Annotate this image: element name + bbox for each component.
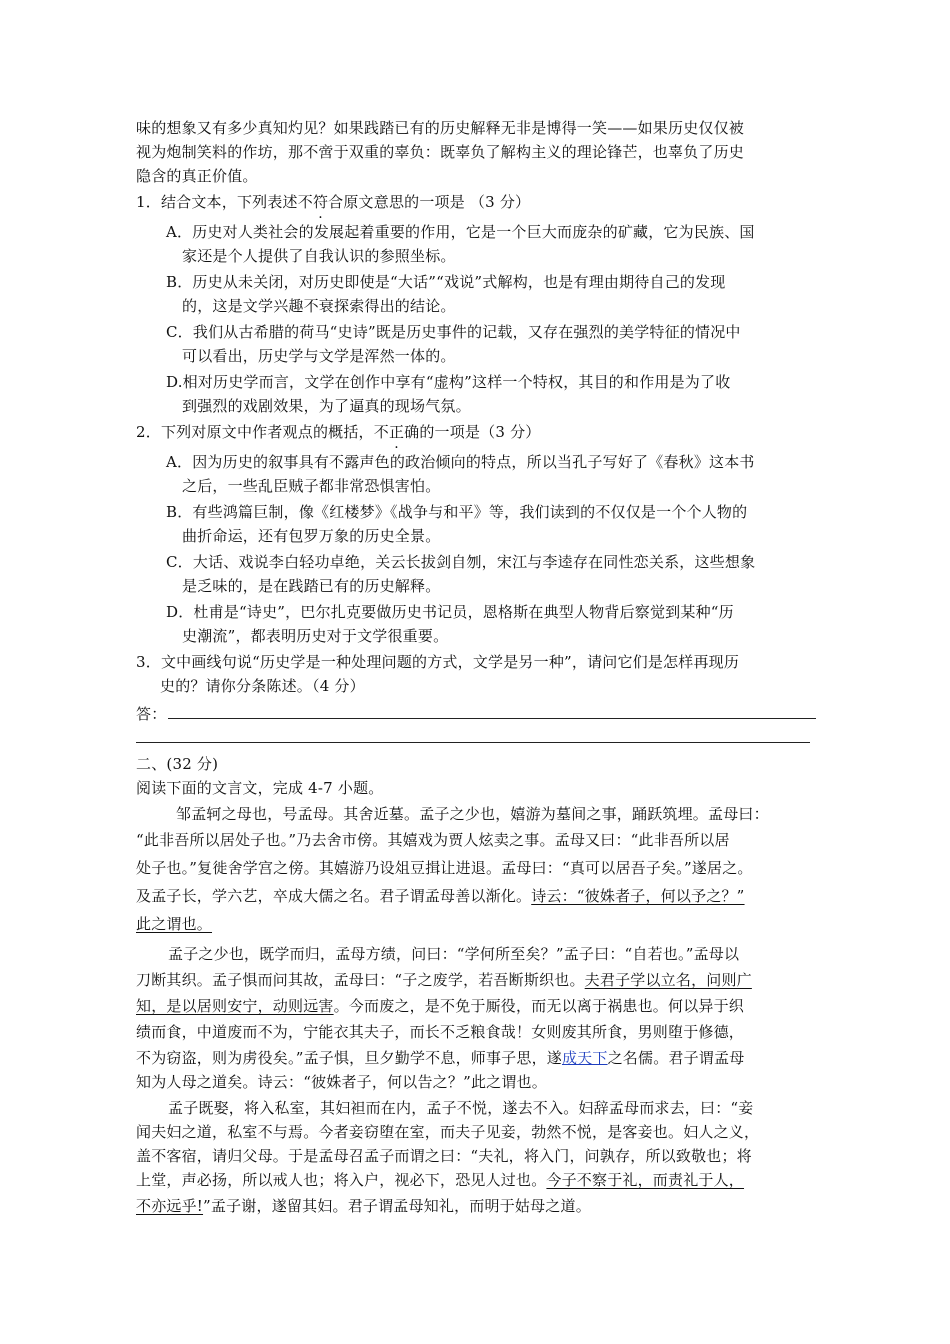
classical-text-line: 处子也。”复徙舍学宫之傍。其嬉游乃设俎豆揖让进退。孟母曰：“真可以居吾子矣。”遂居之。 — [136, 859, 753, 877]
emphasis-text: 不正确 — [373, 423, 420, 441]
question-3-stem: 3．文中画线句说“历史学是一种处理问题的方式，文学是另一种”，请问它们是怎样再现历 — [136, 653, 740, 671]
classical-text-line: 不为窃盗，则为虏役矣。”孟子惧，旦夕勤学不息，师事子思，遂成天下之名儒。君子谓孟母 — [136, 1049, 745, 1067]
answer-line[interactable] — [136, 742, 810, 743]
underlined-sentence: 此之谓也。 — [136, 915, 213, 933]
q2-option-c: C．大话、戏说李白轻功卓绝，关云长拔剑自刎，宋江与李逵存在同性恋关系，这些想象 — [166, 553, 756, 571]
classical-text-line: 知，是以居则安宁，动则远害。今而废之，是不免于厮役，而无以离于祸患也。何以异于织 — [136, 997, 745, 1015]
answer-label: 答： — [136, 705, 167, 723]
underlined-sentence: 诗云：“彼姝者子，何以予之？” — [531, 887, 745, 905]
q1-option-c-cont: 可以看出，历史学与文学是浑然一体的。 — [182, 347, 456, 365]
question-2-stem: 2．下列对原文中作者观点的概括，不正确的一项是（3 分） — [136, 423, 541, 441]
q2-option-a: A．因为历史的叙事具有不露声色的政治倾向的特点，所以当孔子写好了《春秋》这本书 — [166, 453, 755, 471]
passage-line: 隐含的真正价值。 — [136, 167, 258, 185]
q1-option-d-cont: 到强烈的戏剧效果，为了逼真的现场气氛。 — [182, 397, 471, 415]
question-1-stem: 1．结合文本，下列表述不符合原文意思的一项是 （3 分） — [136, 193, 531, 211]
classical-text-line: 及孟子长，学六艺，卒成大儒之名。君子谓孟母善以渐化。诗云：“彼姝者子，何以予之？” — [136, 887, 745, 905]
classical-text-line — [136, 912, 212, 936]
underlined-sentence: 夫君子学以立名，问则广 — [584, 971, 752, 989]
underlined-sentence: 知，是以居则安宁，动则远害 — [136, 997, 334, 1015]
passage-line: 视为炮制笑料的作坊，那不啻于双重的辜负：既辜负了解构主义的理论锋芒，也辜负了历史 — [136, 143, 745, 161]
classical-text-line: 绩而食，中道废而不为，宁能衣其夫子，而长不乏粮食哉！女则废其所食，男则堕于修德， — [136, 1023, 745, 1041]
classical-text-line: 孟子既娶，将入私室，其妇袒而在内，孟子不悦，遂去不入。妇辞孟母而求去，曰：“妾 — [168, 1099, 754, 1117]
section-instruction: 阅读下面的文言文，完成 4-7 小题。 — [136, 779, 384, 797]
q2-option-a-cont: 之后，一些乱臣贼子都非常恐惧害怕。 — [182, 477, 441, 495]
classical-text-line: 邹孟轲之母也，号孟母。其舍近墓。孟子之少也，嬉游为墓间之事，踊跃筑埋。孟母曰： — [176, 805, 769, 823]
passage-line: 味的想象又有多少真知灼见？如果践踏已有的历史解释无非是博得一笑——如果历史仅仅被 — [136, 119, 745, 137]
q1-option-b: B．历史从未关闭，对历史即使是“大话”“戏说”式解构，也是有理由期待自己的发现 — [166, 273, 726, 291]
q2-option-d: D．杜甫是“诗史”，巴尔扎克要做历史书记员，恩格斯在典型人物背后察觉到某种“历 — [166, 603, 734, 621]
q1-option-d: D.相对历史学而言，文学在创作中享有“虚构”这样一个特权，其目的和作用是为了收 — [166, 373, 731, 391]
emphasis-text: 不符合 — [297, 193, 344, 211]
classical-text-line: “此非吾所以居处子也。”乃去舍市傍。其嬉戏为贾人炫卖之事。孟母又曰：“此非吾所以居 — [136, 831, 730, 849]
question-3-stem-cont: 史的？请你分条陈述。（4 分） — [160, 677, 365, 695]
classical-text-line: 闻夫妇之道，私室不与焉。今者妾窃堕在室，而夫子见妾，勃然不悦，是客妾也。妇人之义， — [136, 1123, 760, 1141]
q2-option-c-cont: 是乏味的，是在践踏已有的历史解释。 — [182, 577, 441, 595]
hyperlink[interactable]: 成天下 — [561, 1049, 608, 1067]
q2-option-d-cont: 史潮流”，都表明历史对于文学很重要。 — [182, 627, 449, 645]
q1-option-a-cont: 家还是个人提供了自我认识的参照坐标。 — [182, 247, 456, 265]
q2-option-b: B．有些鸿篇巨制，像《红楼梦》《战争与和平》等，我们读到的不仅仅是一个个人物的 — [166, 503, 748, 521]
classical-text-line: 知为人母之道矣。诗云：“彼姝者子，何以告之？”此之谓也。 — [136, 1073, 547, 1091]
q1-option-a: A．历史对人类社会的发展起着重要的作用，它是一个巨大而庞杂的矿藏，它为民族、国 — [166, 223, 755, 241]
q2-option-b-cont: 曲折命运，还有包罗万象的历史全景。 — [182, 527, 441, 545]
classical-text-line: 刀断其织。孟子惧而问其故，孟母曰：“子之废学，若吾断斯织也。夫君子学以立名，问则广 — [136, 971, 752, 989]
classical-text-line: 孟子之少也，既学而归，孟母方绩，问曰：“学何所至矣？”孟子曰：“自若也。”孟母以 — [168, 945, 740, 963]
q1-option-b-cont: 的，这是文学兴趣不衰探索得出的结论。 — [182, 297, 456, 315]
section-heading: 二、(32 分) — [136, 755, 219, 773]
answer-line[interactable] — [168, 718, 816, 719]
q1-option-c: C．我们从古希腊的荷马“史诗”既是历史事件的记载，又存在强烈的美学特征的情况中 — [166, 323, 741, 341]
classical-text-line: 上堂，声必扬，所以戒人也；将入户，视必下，恐见人过也。今子不察于礼，而责礼于人， — [136, 1171, 745, 1189]
classical-text-line: 不亦远乎!”孟子谢，遂留其妇。君子谓孟母知礼，而明于姑母之道。 — [136, 1197, 591, 1215]
classical-text-line: 盖不客宿，请归父母。于是孟母召孟子而谓之曰：“夫礼，将入门，问孰存，所以致敬也；将 — [136, 1147, 752, 1165]
underlined-sentence: 不亦远乎! — [136, 1197, 204, 1215]
underlined-sentence: 今子不察于礼，而责礼于人， — [546, 1171, 745, 1189]
